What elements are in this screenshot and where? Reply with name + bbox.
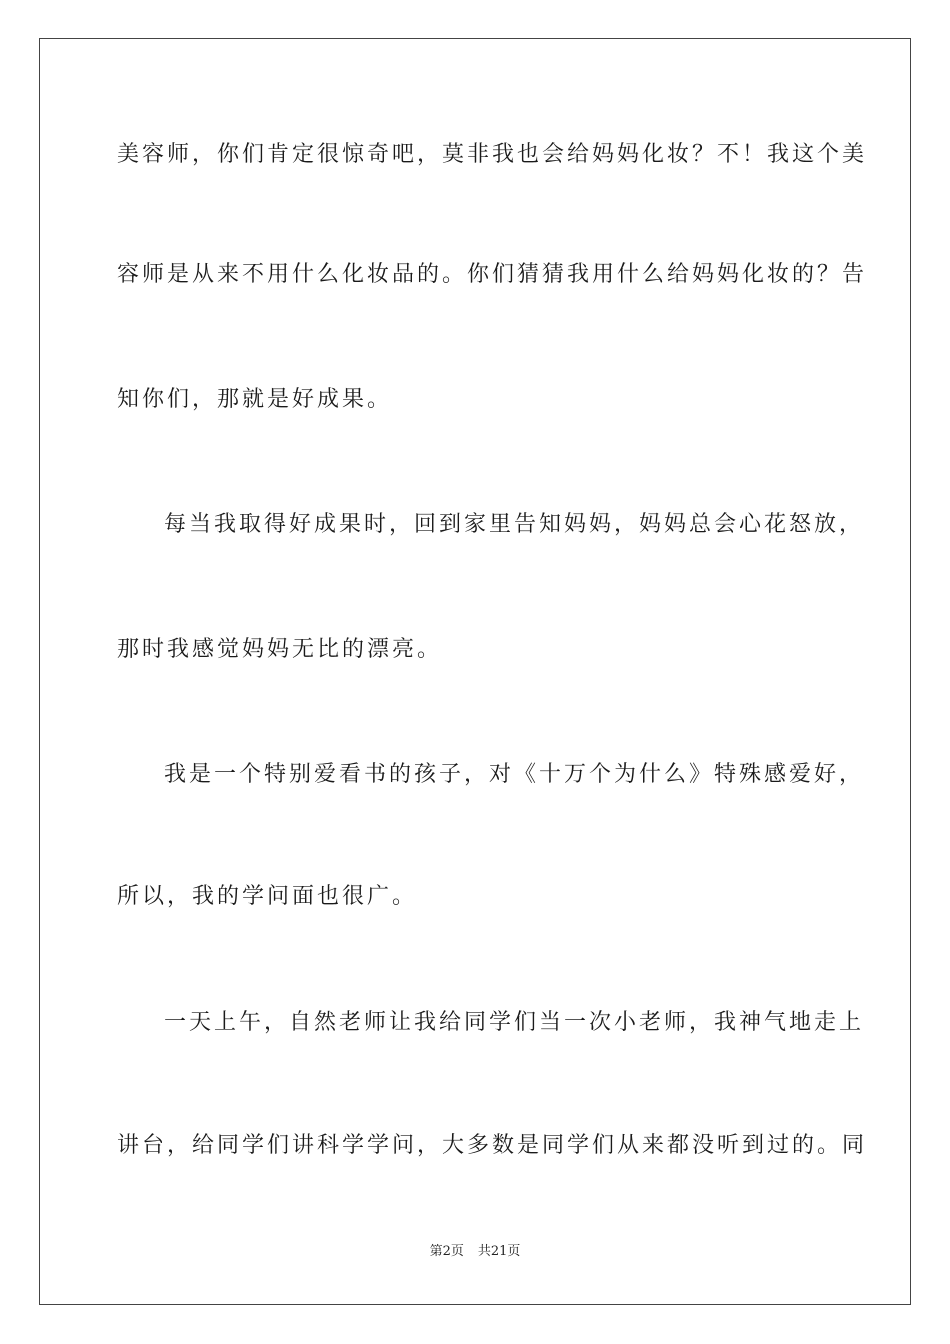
text-line: 一天上午，自然老师让我给同学们当一次小老师，我神气地走上 [164, 1010, 865, 1035]
text-line: 讲台，给同学们讲科学学问，大多数是同学们从来都没听到过的。同 [117, 1133, 868, 1158]
page-total: 共21页 [477, 1244, 521, 1259]
text-line: 容师是从来不用什么化妆品的。你们猜猜我用什么给妈妈化妆的？告 [117, 262, 868, 287]
page-footer [0, 1243, 950, 1261]
page-number: 第2页 [429, 1244, 464, 1259]
text-line: 那时我感觉妈妈无比的漂亮。 [117, 637, 443, 662]
page-border [39, 38, 911, 1305]
text-line: 知你们，那就是好成果。 [117, 387, 393, 412]
text-line: 我是一个特别爱看书的孩子，对《十万个为什么》特殊感爱好， [164, 762, 865, 787]
text-line: 每当我取得好成果时，回到家里告知妈妈，妈妈总会心花怒放， [164, 512, 865, 537]
text-line: 所以，我的学问面也很广。 [117, 884, 418, 909]
text-line: 美容师，你们肯定很惊奇吧，莫非我也会给妈妈化妆？不！我这个美 [117, 142, 868, 167]
